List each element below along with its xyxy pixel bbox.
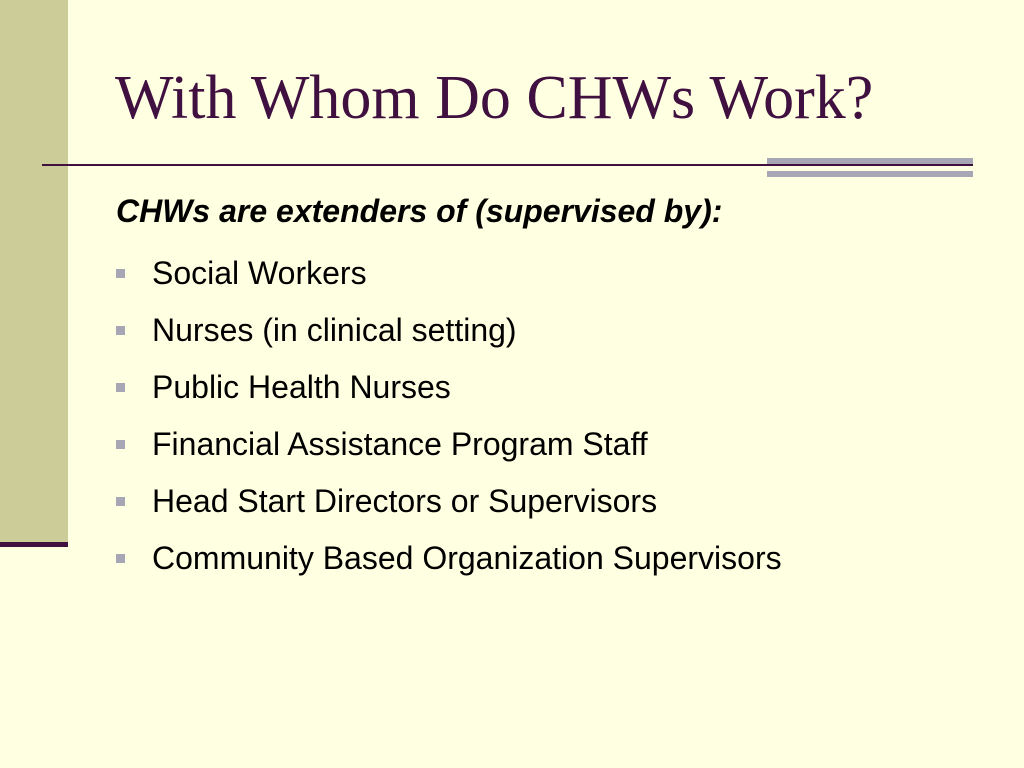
square-bullet-icon [116, 269, 125, 278]
left-bar-underline [0, 542, 68, 547]
square-bullet-icon [116, 326, 125, 335]
title-divider [42, 164, 973, 166]
list-item [116, 301, 996, 358]
square-bullet-icon [116, 383, 125, 392]
accent-stripe-bottom [767, 171, 973, 177]
bullet-text: Financial Assistance Program Staff [152, 425, 648, 462]
slide-title: With Whom Do CHWs Work? [115, 64, 874, 132]
slide-body [116, 188, 996, 586]
bullet-list [116, 244, 996, 586]
body-subheading: CHWs are extenders of (supervised by): [116, 193, 723, 229]
left-decorative-bar [0, 0, 68, 544]
bullet-text: Nurses (in clinical setting) [152, 311, 517, 348]
list-item [116, 415, 996, 472]
accent-stripe-top [767, 158, 973, 164]
square-bullet-icon [116, 497, 125, 506]
bullet-text: Head Start Directors or Supervisors [152, 482, 658, 519]
square-bullet-icon [116, 554, 125, 563]
list-item [116, 244, 996, 301]
list-item [116, 358, 996, 415]
list-item [116, 472, 996, 529]
list-item [116, 529, 996, 586]
bullet-text: Social Workers [152, 254, 367, 291]
square-bullet-icon [116, 440, 125, 449]
bullet-text: Public Health Nurses [152, 368, 451, 405]
bullet-text: Community Based Organization Supervisors [152, 539, 782, 576]
